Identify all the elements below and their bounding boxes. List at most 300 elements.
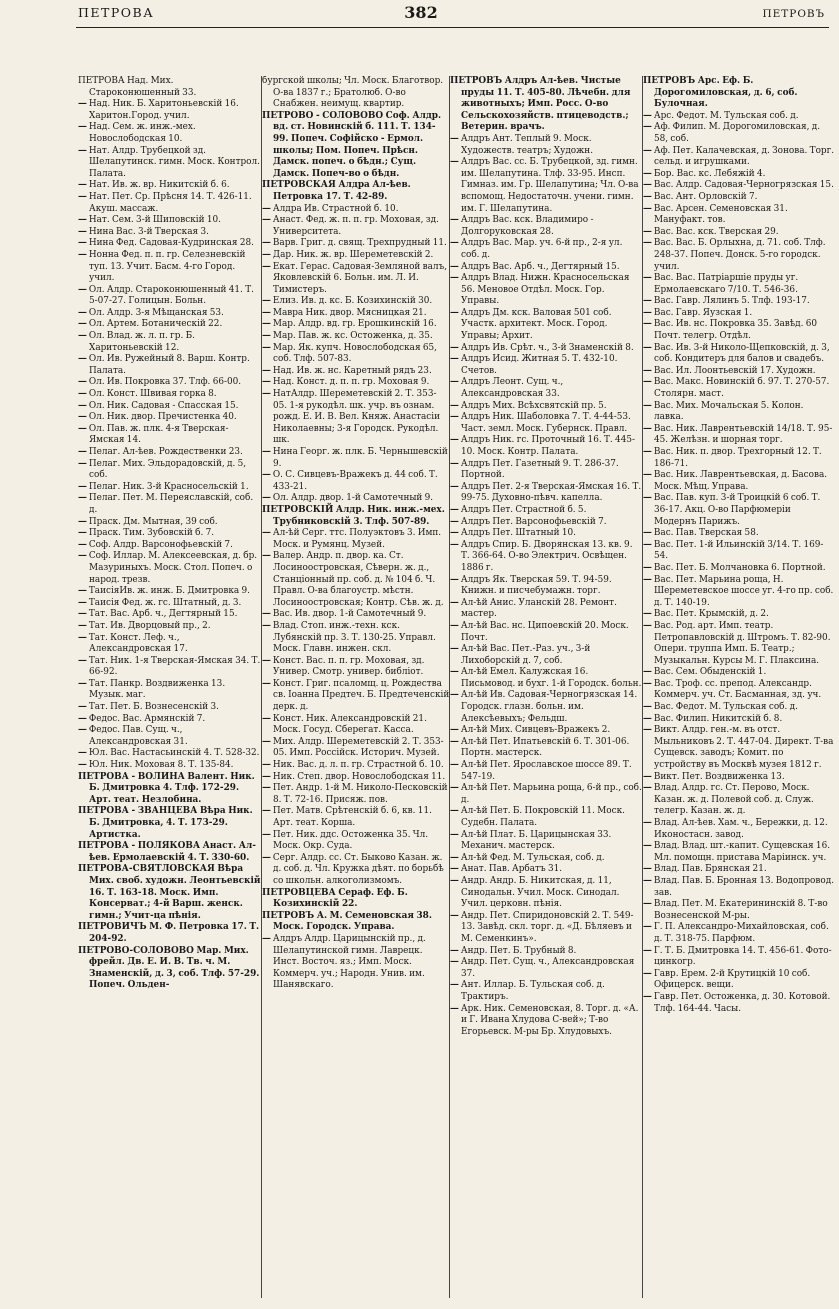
ditto-dash: — — [643, 365, 652, 376]
directory-entry — [450, 273, 643, 308]
ditto-dash: — — [78, 748, 87, 759]
directory-entry — [643, 563, 835, 575]
entry-text: Нат. Ив. ж. вр. Никитскій б. 6. — [88, 180, 230, 191]
directory-entry — [643, 146, 835, 169]
ditto-dash: — — [262, 215, 271, 226]
directory-entry — [78, 459, 262, 482]
entry-text: Тат. Панкр. Воздвиженка 13. Музык. маг. — [88, 678, 226, 701]
directory-entry — [643, 609, 835, 621]
directory-entry — [643, 818, 835, 841]
entry-text: Вас. Ант. Орловскій 7. — [653, 191, 758, 202]
entry-text: Влад. Пет. М. Екатерининскій 8. Т-во Вознесенской М-ры. — [653, 899, 828, 921]
directory-entry — [262, 262, 450, 297]
ditto-dash: — — [450, 644, 459, 655]
entry-heading — [262, 111, 450, 181]
ditto-dash: — — [643, 539, 652, 550]
entry-text: Нина Фед. Садовая-Кудринская 28. — [88, 238, 254, 249]
directory-entry — [450, 412, 643, 435]
directory-entry — [262, 204, 450, 216]
entry-text: Вас. Мих. Мочальская 5. Колон. лавка. — [653, 400, 804, 423]
header-rule — [76, 27, 829, 28]
directory-entry — [78, 146, 262, 181]
ditto-dash: — — [262, 655, 271, 666]
entry-text: Влад. Влад. шт.-капит. Сущевская 16. Мл. помощн. пристава Маріинск. уч. — [653, 841, 831, 863]
directory-entry — [643, 899, 835, 922]
ditto-dash: — — [450, 273, 459, 284]
ditto-dash: — — [262, 806, 271, 817]
ditto-dash: — — [643, 609, 652, 620]
entry-heading — [262, 911, 450, 934]
directory-entry — [643, 273, 835, 296]
ditto-dash: — — [643, 307, 652, 318]
directory-entry — [262, 377, 450, 389]
directory-entry — [262, 806, 450, 829]
entry-text: Вас. Вас. кск. Тверская 29. — [653, 226, 779, 237]
entry-text: Ал-ѣй Емел. Калужская 16. Письмовод. и бухг. 1-й Городск. больн. — [460, 667, 642, 689]
entry-text: ПЕТРОВА - ЗВАНЦЕВА Вѣра Ник. Б. Дмитровка, 4. Т. 173-29. Артистка. — [78, 806, 253, 840]
ditto-dash: — — [450, 412, 459, 423]
entry-text: Нат. Алдр. Трубецкой зд. Шелапутинск. гимн. Моск. Контрол. Палата. — [88, 145, 260, 179]
directory-entry — [450, 459, 643, 482]
entry-heading — [78, 946, 262, 992]
entry-text: Серг. Алдр. сс. Ст. Быково Казан. ж. д. соб. д. Чл. Кружка дѣят. по борьбѣ со школьн. алкоголизмомъ. — [272, 852, 444, 886]
directory-entry — [643, 238, 835, 273]
ditto-dash: — — [78, 180, 87, 191]
directory-entry — [450, 806, 643, 829]
ditto-dash: — — [262, 377, 271, 388]
directory-entry — [450, 644, 643, 667]
ditto-dash: — — [78, 481, 87, 492]
entry-text: Алдръ Вас. Мар. уч. 6-й пр., 2-я ул. соб. д. — [460, 238, 623, 260]
ditto-dash: — — [450, 307, 459, 318]
entry-text: Вас. Ник. Лаврентьевскій 14/18. Т. 95-45. Желѣзн. и шорная торг. — [653, 423, 833, 446]
entry-text: Валер. Андр. п. двор. ка. Ст. Лосиноостровская, Сѣверн. ж. д., Станціонный пр. соб. д. № 104 б. Ч. Правл. О-ва благоустр. мѣстн. Лосиноостровская; Контр. Сѣв. ж. д. — [272, 551, 444, 608]
entry-text: Дар. Ник. ж. вр. Шереметевскій 2. — [272, 249, 434, 260]
entry-text: Над. Сем. ж. инж.-мех. Новослободская 10. — [88, 122, 196, 144]
directory-entry — [450, 911, 643, 946]
ditto-dash: — — [643, 771, 652, 782]
entry-text: Ал-ѣй Мих. Сивцевъ-Вражекъ 2. — [460, 725, 611, 736]
directory-entry — [78, 180, 262, 192]
page-number: 382 — [404, 3, 438, 22]
directory-entry — [450, 725, 643, 737]
directory-entry — [643, 447, 835, 470]
ditto-dash: — — [643, 319, 652, 330]
ditto-dash: — — [78, 678, 87, 689]
entry-text: Ник. Вас. д. л. п. гр. Страстной б. 10. — [272, 760, 444, 771]
ditto-dash: — — [262, 296, 271, 307]
entry-text: ПЕТРОВЦЕВА Сераф. Еф. Б. Козихинскій 22. — [262, 887, 408, 910]
entry-text: Ал-ѣй Серг. ттс. Полуэктовъ 3. Имп. Моск. и Румянц. Музей. — [272, 528, 442, 550]
directory-entry — [450, 505, 643, 517]
ditto-dash: — — [450, 736, 459, 747]
directory-entry — [643, 401, 835, 424]
directory-entry — [643, 992, 835, 1015]
entry-text: Вас. Ил. Лоонтьевскій 17. Художн. — [653, 365, 816, 376]
ditto-dash: — — [643, 238, 652, 249]
directory-entry — [450, 946, 643, 958]
entry-text: Алдра Ив. Страстной б. 10. — [272, 203, 399, 214]
ditto-dash: — — [78, 447, 87, 457]
entry-text: Влад. Алдр. гс. Ст. Перово, Моск. Казан. ж. д. Полевой соб. д. Служ. телегр. Казан. ж. д. — [653, 783, 814, 817]
entry-text: Вас. Арсен. Семеновская 31. Мануфакт. тов. — [653, 203, 788, 226]
directory-entry — [262, 343, 450, 366]
ditto-dash: — — [78, 412, 87, 423]
entry-text: Над. Ник. Б. Харитоньевскій 16. Харитон.Город. учил. — [88, 99, 239, 121]
entry-heading — [262, 180, 450, 203]
ditto-dash: — — [262, 261, 271, 272]
entry-text: Ал-ѣй Фед. М. Тульская, соб. д. — [460, 852, 605, 863]
entry-text: Ал-ѣй Плат. Б. Царицынская 33. Механич. мастерск. — [460, 829, 612, 852]
ditto-dash: — — [450, 597, 459, 608]
directory-entry — [262, 830, 450, 853]
entry-text: Вас. Гавр. Яузская 1. — [653, 307, 753, 318]
entry-text: Вас. Пет. Крымскій, д. 2. — [653, 609, 769, 620]
entry-text: Андр. Пет. Спиридоновскій 2. Т. 549-13. Завѣд. скл. торг. д. «Д. Бѣляевъ и М. Семенкинъ». — [460, 910, 634, 944]
entry-text: ПЕТРОВО - СОЛОВОВО Соф. Алдр. вд. ст. Новинскій б. 111. Т. 134-99. Попеч. Софійско - Ермол. школы; Пом. Попеч. Прѣсн. Дамск. попеч. о бѣдн.; Сущ. Дамск. Попеч-во о бѣдн. — [262, 110, 442, 179]
directory-entry — [643, 946, 835, 969]
ditto-dash: — — [643, 620, 652, 631]
entry-text: Соф. Иллар. М. Алексеевская, д. бр. Мазуриныхъ. Моск. Стол. Попеч. о народ. трезв. — [88, 551, 258, 585]
directory-entry — [643, 922, 835, 945]
entry-text: Праск. Тим. Зубовскій б. 7. — [88, 528, 215, 539]
ditto-dash: — — [262, 771, 271, 782]
directory-entry — [643, 679, 835, 702]
directory-entry — [78, 714, 262, 726]
ditto-dash: — — [450, 1003, 459, 1014]
running-head-left: ПЕТРОВА — [78, 5, 155, 20]
ditto-dash: — — [643, 702, 652, 713]
ditto-dash: — — [78, 458, 87, 469]
entry-text: Гавр. Пет. Остоженка, д. 30. Котовой. Тлф. 164-44. Часы. — [653, 991, 831, 1014]
entry-text: Арк. Ник. Семеновская, 8. Торг. д. «А. и Г. Ивана Хлудова С-вей»; Т-во Егорьевск. М-ры Бр. Хлудовыхъ. — [460, 1003, 639, 1037]
entry-text: Викт. Алдр. ген.-м. въ отст. Мыльниковъ 2. Т. 447-04. Директ. Т-ва Сущевск. заводъ; Комит. по устройству въ Москвѣ музея 1812 г. — [653, 725, 834, 771]
ditto-dash: — — [450, 157, 459, 168]
ditto-dash: — — [78, 191, 87, 202]
directory-entry — [262, 250, 450, 262]
directory-entry — [78, 609, 262, 621]
directory-entry — [450, 482, 643, 505]
ditto-dash: — — [643, 875, 652, 886]
entry-text: Алдръ Пет. Газетный 9. Т. 286-37. Портной. — [460, 458, 619, 481]
ditto-dash: — — [643, 991, 652, 1002]
entry-text: Алдръ Спир. Б. Дворянская 13. кв. 9. Т. 366-64. О-во Электрич. Освѣщен. 1886 г. — [460, 539, 633, 573]
entry-text: Вас. Ив. 3-й Николо-Щепковскій, д. 3, соб. Кондитеръ для балов и свадебъ. — [653, 342, 830, 365]
ditto-dash: — — [78, 284, 87, 295]
entry-text: Андр. Андр. Б. Никитская, д. 11, Синодальн. Учил. Моск. Синодал. Учил. церковн. пѣнія. — [460, 875, 620, 910]
directory-entry — [643, 192, 835, 204]
ditto-dash: — — [78, 145, 87, 156]
entry-text: Варв. Григ. д. свящ. Трехпрудный 11. — [272, 238, 447, 249]
entry-text: Тат. Конст. Леф. ч., Александровская 17. — [88, 632, 188, 655]
ditto-dash: — — [643, 678, 652, 689]
ditto-dash: — — [450, 539, 459, 550]
entry-text: Ал-ѣй Вас. Пет.-Раз. уч., 3-й Лихоборскій д. 7, соб. — [460, 644, 591, 666]
entry-text: Мар. Як. купч. Новослободская 65, соб. Тлф. 507-83. — [272, 342, 437, 365]
entry-text: Ол. Ник. двор. Пречистенка 40. — [88, 412, 237, 423]
directory-entry — [78, 377, 262, 389]
ditto-dash: — — [78, 655, 87, 666]
ditto-dash: — — [262, 783, 271, 794]
ditto-dash: — — [643, 110, 652, 121]
ditto-dash: — — [262, 493, 271, 504]
ditto-dash: — — [643, 423, 652, 434]
directory-entry — [450, 598, 643, 621]
entry-text: Конст. Григ. псаломщ. ц. Рождества св. Іоанна Предтеч. Б. Предтеченскій дерк. д. — [272, 678, 450, 713]
ditto-dash: — — [78, 586, 87, 597]
directory-entry — [78, 586, 262, 598]
directory-entry — [78, 215, 262, 227]
ditto-dash: — — [78, 215, 87, 226]
directory-entry — [78, 412, 262, 424]
entry-text: ПЕТРОВСКІЙ Алдр. Ник. инж.-мех. Трубниковскій 3. Тлф. 507-89. — [262, 504, 445, 527]
entry-text: Ал-ѣй Пет. Ипатьевскій 6. Т. 301-06. Портн. мастерск. — [460, 736, 630, 759]
directory-entry — [262, 528, 450, 551]
ditto-dash: — — [262, 829, 271, 840]
ditto-dash: — — [78, 702, 87, 713]
entry-text: Конст. Вас. п. п. гр. Моховая, зд. Универ. Смотр. универ. библіот. — [272, 655, 425, 678]
directory-entry — [643, 169, 835, 181]
entry-heading — [262, 505, 450, 528]
entry-text: Алдръ Як. Тверская 59. Т. 94-59. Книжн. и писчебумажн. торг. — [460, 574, 612, 597]
directory-entry — [643, 702, 835, 714]
entry-text: Вас. Вас. Б. Орлыхна, д. 71. соб. Тлф. 248-37. Попеч. Донск. 5-го городск. учил. — [653, 238, 826, 272]
ditto-dash: — — [78, 493, 87, 504]
directory-entry — [78, 598, 262, 610]
ditto-dash: — — [450, 620, 459, 631]
directory-entry — [262, 366, 450, 378]
ditto-dash: — — [262, 342, 271, 353]
entry-text: Алдръ Исид. Житная 5. Т. 432-10. Счетов. — [460, 354, 618, 376]
ditto-dash: — — [643, 493, 652, 504]
entry-text: Юл. Ник. Моховая 8. Т. 135-84. — [88, 760, 234, 771]
entry-text: Ал-ѣй Пет. Б. Покровскій 11. Моск. Судебн. Палата. — [460, 806, 625, 828]
entry-text: Вас. Пет. Марьина роща, Н. Шереметевское шоссе уг. 4-го пр. соб. д. Т. 140-19. — [653, 574, 834, 608]
entry-text: Г. Т. Б. Дмитровка 14. Т. 456-61. Фото-цинкогр. — [653, 945, 832, 968]
entry-text: Мар. Алдр. вд. гр. Ерошкинскій 16. — [272, 319, 437, 330]
entry-text: Гавр. Ерем. 2-й Крутицкій 10 соб. Офицерск. вещи. — [653, 968, 811, 991]
directory-entry — [643, 424, 835, 447]
ditto-dash: — — [643, 528, 652, 539]
entry-text: Ник. Степ. двор. Новослободская 11. — [272, 771, 446, 782]
ditto-dash: — — [450, 133, 459, 144]
entry-text: Аф. Пет. Калачевская, д. Зонова. Торг. сельд. и игрушками. — [653, 145, 835, 168]
directory-entry — [643, 343, 835, 366]
ditto-dash: — — [450, 945, 459, 956]
directory-entry — [78, 551, 262, 586]
entry-text: Вас. Род. арт. Имп. театр. Петропавловскій д. Штромъ. Т. 82-90. Опери. труппа Имп. Б. Театр.; Музыкальн. Курсы М. Г. Плаксина. — [653, 620, 831, 666]
directory-entry — [450, 667, 643, 690]
directory-entry — [262, 238, 450, 250]
entry-text: Алдръ Алдр. Царицынскій пр., д. Шелапутинской гимн. Лаврецк. Инст. Восточ. яз.; Имп. Моск. Коммерч. уч.; Народн. Унив. им. Шанявскаго. — [272, 933, 426, 991]
entry-text: Алдръ Ант. Теплый 9. Моск. Художеств. театръ; Художн. — [460, 133, 594, 156]
ditto-dash: — — [643, 377, 652, 388]
ditto-dash: — — [262, 933, 271, 944]
entry-heading — [450, 76, 643, 134]
ditto-dash: — — [450, 864, 459, 875]
entry-text: Таисія Фед. ж. гс. Штатный, д. 3. — [88, 597, 242, 608]
directory-entry — [78, 447, 262, 459]
ditto-dash: — — [643, 725, 652, 736]
directory-entry — [643, 308, 835, 320]
entry-text: Пелаг. Мих. Эльдорадовскій, д. 5, соб. — [88, 458, 247, 481]
directory-entry — [450, 157, 643, 215]
directory-entry — [262, 447, 450, 470]
directory-entry — [450, 621, 643, 644]
entry-text: Праск. Дм. Мытная, 39 соб. — [88, 516, 218, 527]
ditto-dash: — — [450, 957, 459, 968]
entry-text: Пелаг. Ал-ѣев. Рождественки 23. — [88, 447, 243, 457]
ditto-dash: — — [78, 319, 87, 330]
entry-text: ПЕТРОВА - ПОЛЯКОВА Анаст. Ал-ѣев. Ермолаевскій 4. Т. 330-60. — [78, 841, 256, 863]
directory-entry — [78, 319, 262, 331]
ditto-dash: — — [643, 122, 652, 133]
ditto-dash: — — [643, 342, 652, 353]
ditto-dash: — — [643, 191, 652, 202]
directory-entry — [643, 725, 835, 771]
entry-heading — [78, 864, 262, 922]
ditto-dash: — — [643, 841, 652, 852]
ditto-dash: — — [262, 609, 271, 620]
entry-text: Влад. Пав. Брянская 21. — [653, 864, 767, 875]
running-head-right: ПЕТРОВЪ — [762, 8, 825, 20]
directory-entry — [450, 830, 643, 853]
directory-entry — [643, 377, 835, 400]
ditto-dash: — — [643, 400, 652, 411]
directory-entry — [450, 308, 643, 343]
ditto-dash: — — [643, 145, 652, 156]
directory-entry — [78, 656, 262, 679]
directory-entry — [78, 725, 262, 748]
entry-text: Ол. Алдр. Староконюшенный 41. Т. 5-07-27. Голицын. Больн. — [88, 284, 254, 307]
ditto-dash: — — [78, 354, 87, 365]
directory-entry — [262, 296, 450, 308]
directory-entry — [450, 435, 643, 458]
ditto-dash: — — [450, 875, 459, 886]
ditto-dash: — — [262, 365, 271, 376]
directory-entry — [450, 783, 643, 806]
directory-entry — [262, 934, 450, 992]
directory-entry — [450, 540, 643, 575]
ditto-dash: — — [450, 215, 459, 226]
ditto-dash: — — [78, 377, 87, 388]
ditto-dash: — — [262, 319, 271, 330]
directory-entry — [78, 621, 262, 633]
ditto-dash: — — [643, 273, 652, 284]
entry-heading — [78, 806, 262, 841]
ditto-dash: — — [450, 377, 459, 388]
entry-text: Над. Конст. д. п. п. гр. Моховая 9. — [272, 377, 430, 388]
directory-entry — [450, 957, 643, 980]
ditto-dash: — — [262, 528, 271, 539]
ditto-dash: — — [78, 528, 87, 539]
directory-entry — [450, 1004, 643, 1039]
entry-text: Ол. Алдр. 3-я Мѣщанская 53. — [88, 307, 224, 318]
directory-entry — [450, 980, 643, 1003]
entry-text: Бор. Вас. кс. Лебяжій 4. — [653, 168, 766, 179]
ditto-dash: — — [262, 447, 271, 457]
entry-text: Ол. Ив. Покровка 37. Тлф. 66-00. — [88, 377, 242, 388]
entry-text: Алдръ Пет. 2-я Тверская-Ямская 16. Т. 99-75. Духовно-пѣвч. капелла. — [460, 481, 642, 504]
directory-entry — [450, 760, 643, 783]
directory-entry — [78, 389, 262, 401]
ditto-dash: — — [262, 736, 271, 747]
entry-text: Вас. Гавр. Лялинъ 5. Тлф. 193-17. — [653, 296, 810, 307]
directory-entry — [262, 783, 450, 806]
entry-text: Алдръ Ник. Шаболовка 7. Т. 4-44-53. Част. земл. Моск. Губернск. Правл. — [460, 412, 631, 434]
directory-entry — [450, 215, 643, 238]
directory-entry — [262, 621, 450, 656]
ditto-dash: — — [450, 481, 459, 492]
directory-entry — [262, 215, 450, 238]
entry-text: ПЕТРОВЪ А. М. Семеновская 38. Моск. Городск. Управа. — [262, 910, 432, 933]
ditto-dash: — — [262, 713, 271, 724]
directory-entry — [78, 354, 262, 377]
directory-entry — [643, 772, 835, 784]
ditto-dash: — — [450, 400, 459, 411]
directory-entry — [262, 609, 450, 621]
ditto-dash: — — [643, 713, 652, 724]
ditto-dash: — — [450, 458, 459, 469]
ditto-dash: — — [78, 620, 87, 631]
ditto-dash: — — [78, 551, 87, 562]
directory-entry — [643, 122, 835, 145]
directory-entry — [643, 493, 835, 528]
directory-entry — [450, 343, 643, 355]
ditto-dash: — — [78, 389, 87, 400]
entry-text: Федос. Пав. Сущ. ч., Александровская 31. — [88, 725, 188, 747]
ditto-dash: — — [78, 516, 87, 527]
entry-text: Алдръ Вас. кск. Владимиро - Долгоруковская 28. — [460, 215, 594, 237]
directory-entry — [450, 401, 643, 413]
ditto-dash: — — [262, 249, 271, 260]
entry-text: ПЕТРОВЪ Алдръ Ал-ѣев. Чистые пруды 11. Т. 405-80. Лѣчебн. для животныхъ; Имп. Росс. О-во Сельскохозяйств. птицеводств.; Ветерин. врачъ. — [450, 76, 631, 133]
entry-text: Тат. Пет. Б. Вознесенскій 3. — [88, 702, 219, 713]
directory-entry — [78, 285, 262, 308]
ditto-dash: — — [450, 504, 459, 515]
directory-entry — [262, 551, 450, 609]
directory-entry — [262, 470, 450, 493]
ditto-dash: — — [450, 910, 459, 921]
directory-entry — [78, 250, 262, 285]
ditto-dash: — — [78, 249, 87, 260]
ditto-dash: — — [450, 238, 459, 249]
directory-entry — [643, 111, 835, 123]
directory-entry — [78, 633, 262, 656]
ditto-dash: — — [643, 447, 652, 457]
directory-entry — [643, 969, 835, 992]
entry-text: ТаисіяИв. ж. инж. Б. Дмитровка 9. — [88, 586, 250, 597]
ditto-dash: — — [262, 470, 271, 481]
entry-text: ПЕТРОВСКАЯ Алдра Ал-ѣев. Петровка 17. Т. 42-89. — [262, 180, 411, 202]
directory-entry — [262, 714, 450, 737]
directory-entry — [78, 760, 262, 772]
entry-text: Ол. Влад. ж. л. п. гр. Б. Харитоньевскій 12. — [88, 331, 195, 353]
entry-text: Вас. Ник. Лаврентьевская, д. Басова. Моск. Мѣщ. Управа. — [653, 470, 828, 492]
ditto-dash: — — [78, 331, 87, 342]
entry-text: Мавра Ник. двор. Мясницкая 21. — [272, 307, 427, 318]
entry-text: Мих. Алдр. Шереметевскій 2. Т. 353-05. Имп. Россійск. Историч. Музей. — [272, 736, 444, 759]
directory-entry — [450, 354, 643, 377]
entry-text: ПЕТРОВО-СОЛОВОВО Мар. Мих. фрейл. Дв. Е. И. В. Тв. ч. М. Знаменскій, д. 3, соб. Тлф. 57-29. Попеч. Ольден- — [78, 945, 260, 991]
ditto-dash: — — [643, 968, 652, 979]
ditto-dash: — — [643, 562, 652, 573]
ditto-dash: — — [78, 226, 87, 237]
ditto-dash: — — [643, 783, 652, 794]
entry-text: Тат. Вас. Арб. ч., Дегтярный 15. — [88, 609, 238, 620]
entry-text: Федос. Вас. Армянскій 7. — [88, 713, 206, 724]
directory-entry — [78, 308, 262, 320]
